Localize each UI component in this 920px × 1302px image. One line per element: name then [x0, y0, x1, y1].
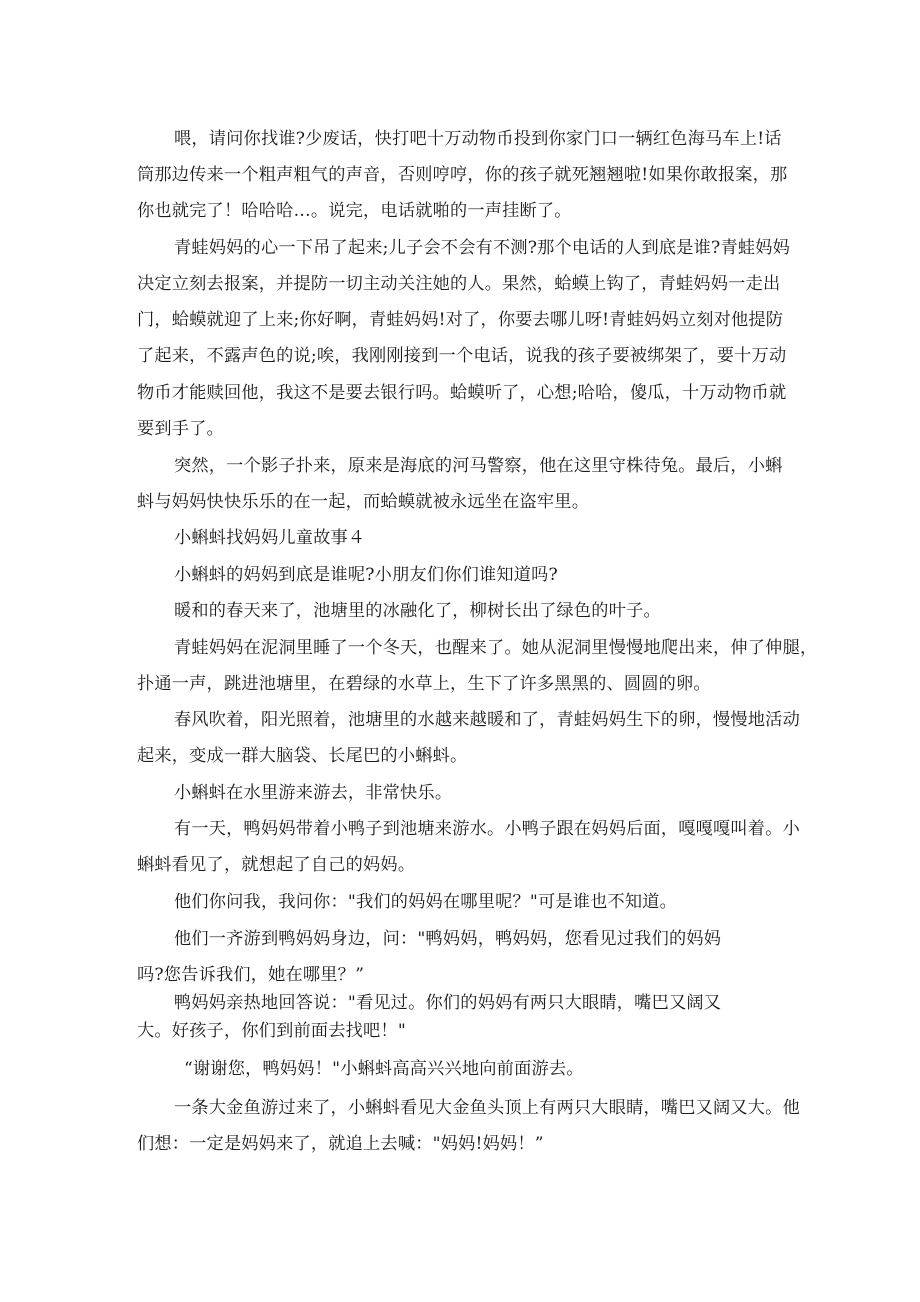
paragraph-2-line-4: 了起来，不露声色的说;唉，我刚刚接到一个电话，说我的孩子要被绑架了，要十万动 — [137, 346, 787, 366]
paragraph-3-line-2: 蚪与妈妈快快乐乐的在一起，而蛤蟆就被永远坐在盗牢里。 — [137, 492, 590, 512]
paragraph-8-line-2: 起来，变成一群大脑袋、长尾巴的小蝌蚪。 — [137, 746, 468, 766]
paragraph-9-line-1: 小蝌蚪在水里游来游去，非常快乐。 — [174, 783, 453, 803]
paragraph-3-line-1: 突然，一个影子扑来，原来是海底的河马警察，他在这里守株待兔。最后，小蝌 — [174, 456, 783, 476]
paragraph-2-line-6: 要到手了。 — [137, 419, 224, 439]
paragraph-14-line-1: “谢谢您，鸭妈妈！"小蝌蚪高高兴兴地向前面游去。 — [184, 1059, 584, 1079]
paragraph-15-line-2: 们想：一定是妈妈来了，就追上去喊："妈妈!妈妈！” — [137, 1134, 544, 1154]
paragraph-15-line-1: 一条大金鱼游过来了，小蝌蚪看见大金鱼头顶上有两只大眼睛，嘴巴又阔又大。他 — [174, 1098, 800, 1118]
paragraph-13-line-2: 大。好孩子，你们到前面去找吧！" — [137, 1021, 406, 1041]
paragraph-13-line-1: 鸭妈妈亲热地回答说："看见过。你们的妈妈有两只大眼睛，嘴巴又阔又 — [174, 993, 722, 1013]
paragraph-10-line-1: 有一天，鸭妈妈带着小鸭子到池塘来游水。小鸭子跟在妈妈后面，嘎嘎嘎叫着。小 — [174, 819, 800, 839]
paragraph-10-line-2: 蝌蚪看见了，就想起了自己的妈妈。 — [137, 855, 416, 875]
paragraph-12-line-2: 吗?您告诉我们，她在哪里？” — [137, 965, 365, 985]
paragraph-2-line-1: 青蛙妈妈的心一下吊了起来;儿子会不会有不测?那个电话的人到底是谁?青蛙妈妈 — [174, 238, 790, 258]
paragraph-5-line-1: 小蝌蚪的妈妈到底是谁呢?小朋友们你们谁知道吗? — [174, 565, 558, 585]
paragraph-7-line-2: 扑通一声，跳进池塘里，在碧绿的水草上，生下了许多黑黑的、圆圆的卵。 — [137, 674, 711, 694]
paragraph-7-line-1: 青蛙妈妈在泥洞里睡了一个冬天，也醒来了。她从泥洞里慢慢地爬出来，伸了伸腿， — [174, 638, 818, 658]
paragraph-2-line-5: 物币才能赎回他，我这不是要去银行吗。蛤蟆听了，心想;哈哈，傻瓜，十万动物币就 — [137, 383, 787, 403]
paragraph-2-line-2: 决定立刻去报案，并提防一切主动关注她的人。果然，蛤蟆上钩了，青蛙妈妈一走出 — [137, 274, 781, 294]
paragraph-11-line-1: 他们你问我，我问你："我们的妈妈在哪里呢？"可是谁也不知道。 — [174, 892, 678, 912]
paragraph-1-line-3: 你也就完了！哈哈哈…。说完，电话就啪的一声挂断了。 — [137, 201, 572, 221]
paragraph-12-line-1: 他们一齐游到鸭妈妈身边，问："鸭妈妈，鸭妈妈，您看见过我们的妈妈 — [174, 929, 722, 949]
paragraph-6-line-1: 暖和的春天来了，池塘里的冰融化了，柳树长出了绿色的叶子。 — [174, 601, 661, 621]
paragraph-2-line-3: 门，蛤蟆就迎了上来;你好啊，青蛙妈妈!对了，你要去哪儿呀!青蛙妈妈立刻对他提防 — [137, 310, 784, 330]
paragraph-1-line-2: 筒那边传来一个粗声粗气的声音，否则哼哼，你的孩子就死翘翘啦!如果你敢报案，那 — [137, 165, 788, 185]
paragraph-8-line-1: 春风吹着，阳光照着，池塘里的水越来越暖和了，青蛙妈妈生下的卵，慢慢地活动 — [174, 710, 800, 730]
paragraph-1-line-1: 喂，请问你找谁?少废话，快打吧十万动物币投到你家门口一辆红色海马车上!话 — [174, 129, 782, 149]
story-4-heading: 小蝌蚪找妈妈儿童故事４ — [174, 528, 366, 548]
